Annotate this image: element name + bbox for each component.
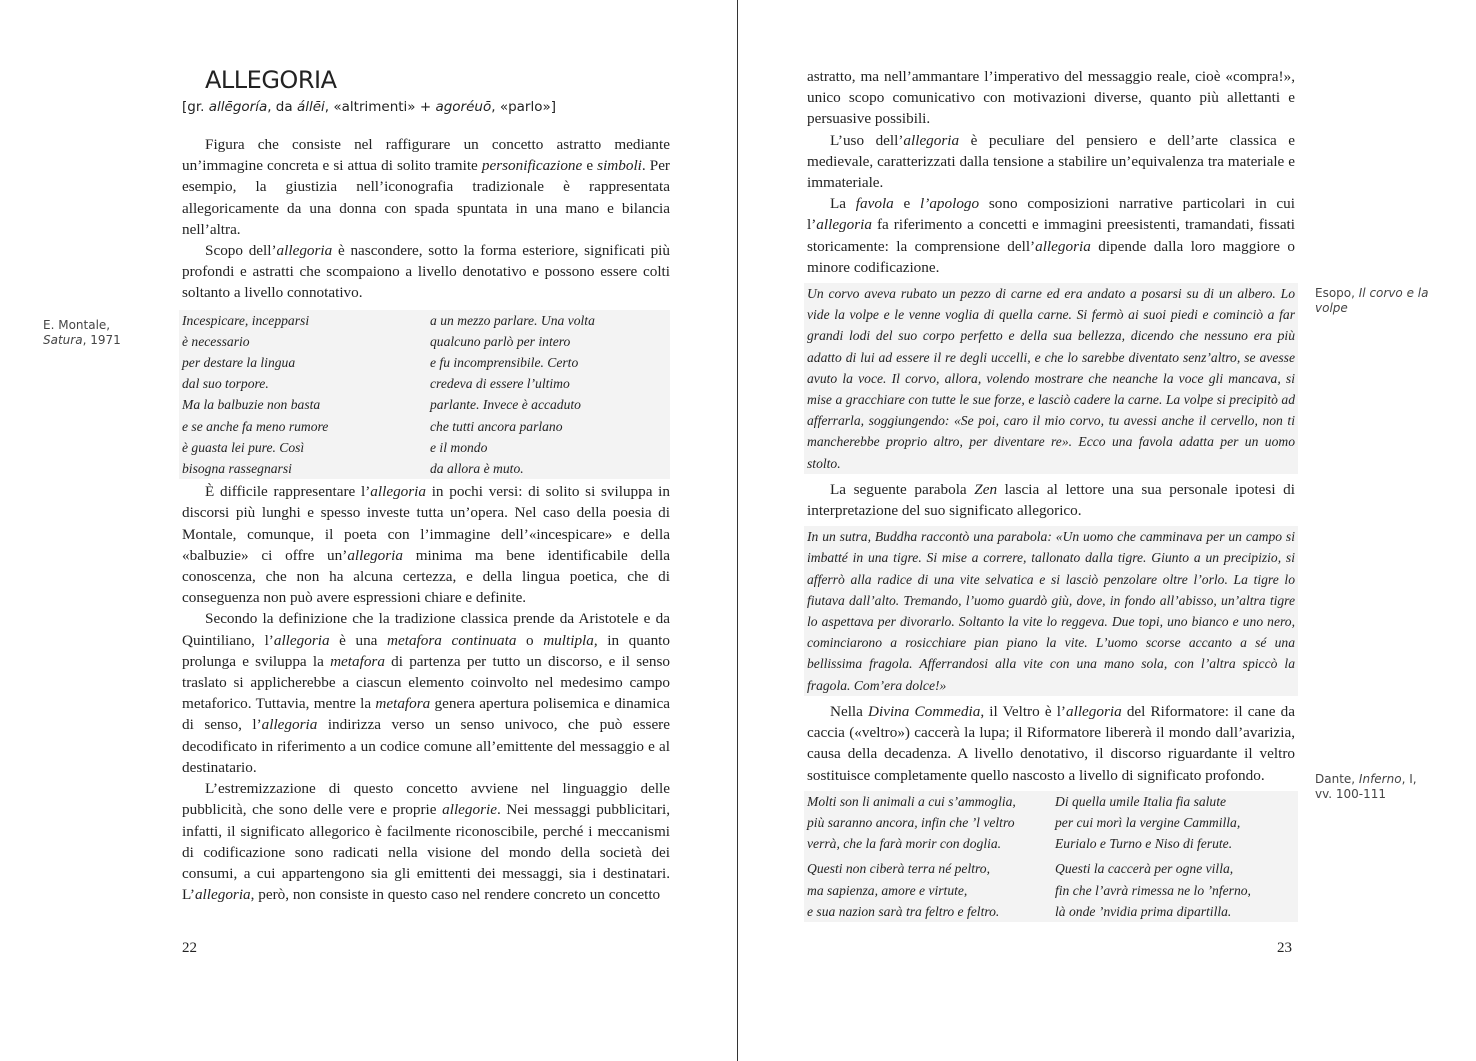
- etym-text: [gr.: [182, 99, 209, 115]
- poem-verse: e sua nazion sarà tra feltro e feltro.: [807, 903, 1000, 919]
- page-number-left: 22: [182, 940, 197, 956]
- poem-verse: dal suo torpore.: [182, 376, 269, 392]
- poem-verse: Questi la caccerà per ogne villa,: [1055, 861, 1234, 877]
- margin-note-montale: E. Montale, Satura, 1971: [43, 318, 121, 347]
- poem-verse: e fu incomprensibile. Certo: [430, 355, 579, 371]
- paragraph: L’estremizzazione di questo concetto avviene nel linguaggio delle pubblicità, che sono delle vere e proprie allegorie. Nei messaggi pubblicitari, infatti, il significato allegorico è facilmente riconoscibile, perché i meccanismi di codificazione sono radicati nella visione del mondo della società dei consumi, a cui appartengono sia gli emittenti dei messaggi, sia i destinatari. L’allegoria, però, non consiste in questo caso nel rendere concreto un concetto: [182, 780, 671, 904]
- zen-parable-quote: In un sutra, Buddha raccontò una parabola: «Un uomo che camminava per un campo si imbatté in una tigre. Si mise a correre, tallonato dalla tigre. Giunto a un precipizio, si afferrò alla radice di una vite selvatica e si lasciò penzolare oltre l’orlo. La tigre lo fiutava dall’alto. Tremando, l’uomo guardò giù, dove, in fondo all’abisso, un’altra tigre lo aspettava per divorarlo. Soltanto la vite lo reggeva. Due topi, uno bianco e uno nero, cominciarono a rosicchiare pian piano la vite. L’uomo scorse accanto a sé una bellissima fragola. Afferrandosi alla vite con una mano sola, con l’altra spiccò la fragola. Com’era dolce!»: [804, 526, 1298, 696]
- poem-verse: Eurialo e Turno e Niso di ferute.: [1055, 836, 1233, 852]
- page-number-right: 23: [1277, 940, 1292, 956]
- entry-title: ALLEGORIA: [205, 66, 337, 94]
- poem-verse: Questi non ciberà terra né peltro,: [807, 861, 990, 877]
- paragraph: È difficile rappresentare l’allegoria in pochi versi: di solito si sviluppa in discorsi più lunghi e spesso investe tutta un’opera. Nel caso della poesia di Montale, comunque, il poeta con l’immagine dell’«incespicare» e della «balbuzie» ci offre un’allegoria minima ma bene identificabile della conoscenza, che non ha alcuna certezza, e della lingua poetica, che di conseguenza non può avere espressioni chiare e definite.: [182, 483, 670, 607]
- poem-verse: più saranno ancora, infin che ’l veltro: [807, 814, 1015, 830]
- poem-verse: fin che l’avrà rimessa ne lo ’nferno,: [1055, 882, 1251, 898]
- poem-verse: a un mezzo parlare. Una volta: [430, 312, 595, 328]
- poem-verse: verrà, che la farà morir con doglia.: [807, 836, 1002, 852]
- poem-verse: per cui morì la vergine Cammilla,: [1055, 814, 1241, 830]
- margin-note-dante: Dante, Inferno, I, vv. 100-111: [1315, 772, 1417, 801]
- poem-verse: ma sapienza, amore e virtute,: [807, 882, 968, 898]
- paragraph: astratto, ma nell’ammantare l’imperativo del messaggio reale, cioè «compra!», unico scopo comunicativo con motivazioni diverse, quanto più allettanti e persuasive possibili.: [807, 68, 1295, 128]
- poem-verse: credeva di essere l’ultimo: [430, 376, 570, 392]
- paragraph: L’uso dell’allegoria è peculiare del pensiero e dell’arte classica e medievale, caratterizzati dalla tensione a stabilire un’equivalenza tra materiale e immateriale.: [807, 131, 1295, 192]
- paragraph: Secondo la definizione che la tradizione classica prende da Aristotele e da Quintiliano, l’allegoria è una metafora continuata o multipla, in quanto prolunga e sviluppa la metafora di partenza per tutto un discorso, e il senso traslato si applicherebbe a ciascun elemento coinvolto nel medesimo campo metaforico. Tuttavia, mentre la metafora genera apertura polisemica e dinamica di senso, l’allegoria indirizza verso un senso univoco, che può essere decodificato in riferimento a un codice comune all’emittente del messaggio e al destinatario.: [182, 610, 671, 776]
- paragraph: Nella Divina Commedia, il Veltro è l’allegoria del Riformatore: il cane da caccia («veltro») caccerà la lupa; il Riformatore libererà il mondo dall’avarizia, causa della decadenza. A livello denotativo, il discorso riguardante il veltro sostituisce completamente quello nascosto a livello di significato profondo.: [807, 702, 1295, 784]
- dante-poem: [804, 791, 1298, 922]
- poem-verse: è guasta lei pure. Così: [182, 439, 305, 455]
- paragraph: La seguente parabola Zen lascia al lettore una sua personale ipotesi di interpretazione del suo significato allegorico.: [807, 480, 1295, 520]
- paragraph: Figura che consiste nel raffigurare un concetto astratto mediante un’immagine concreta e si attua di solito tramite personificazione e simboli. Per esempio, la giustizia nell’iconografia tradizionale è rappresentata allegoricamente da una donna con spada spuntata in una mano e bilancia nell’altra.: [182, 136, 670, 238]
- page-gutter: [737, 0, 738, 1061]
- etym-text: , da: [267, 99, 297, 115]
- poem-verse: è necessario: [182, 333, 250, 349]
- etymology: [182, 98, 670, 116]
- poem-verse: là onde ’nvidia prima dipartilla.: [1055, 903, 1232, 919]
- poem-verse: Di quella umile Italia fia salute: [1055, 793, 1227, 809]
- poem-verse: per destare la lingua: [182, 355, 296, 371]
- poem-verse: e se anche fa meno rumore: [182, 418, 329, 434]
- etym-text: , «parlo»]: [491, 99, 557, 115]
- left-page: [182, 66, 670, 905]
- poem-verse: e il mondo: [430, 439, 488, 455]
- etym-term: állēi: [296, 99, 325, 115]
- etym-term: allēgoría: [208, 99, 268, 115]
- margin-note-esopo: Esopo, Il corvo e la volpe: [1315, 286, 1429, 315]
- poem-verse: Incespicare, incepparsi: [182, 312, 310, 328]
- right-page: [807, 66, 1295, 922]
- poem-verse: Molti son li animali a cui s’ammoglia,: [807, 793, 1016, 809]
- poem-verse: qualcuno parlò per intero: [430, 333, 571, 349]
- fable-quote: Un corvo aveva rubato un pezzo di carne ed era andato a posarsi su di un albero. Lo vide la volpe e le venne voglia di quella carne. Si fermò ai suoi piedi e cominciò a far grandi lodi del suo corpo perfetto e della sua bellezza, dicendo che nessuno era più adatto di lui ad essere il re degli uccelli, e che lo sarebbe diventato senz’altro, se avesse avuto la voce. Il corvo, allora, volendo mostrare che neanche la voce gli mancava, si mise a gracchiare con tutte le sue forze, e lasciò cadere la carne. La volpe si precipitò ad afferrarla, soggiungendo: «Se poi, caro il mio corvo, tu avessi anche il cervello, non ti mancherebbe proprio altro, per diventare re». Ecco una favola adatta per un uomo stolto.: [804, 283, 1298, 474]
- poem-verse: bisogna rassegnarsi: [182, 461, 292, 477]
- poem-verse: che tutti ancora parlano: [430, 418, 563, 434]
- poem-verse: da allora è muto.: [430, 461, 524, 477]
- poem-verse: Ma la balbuzie non basta: [182, 397, 321, 413]
- etym-text: , «altrimenti» +: [324, 99, 436, 115]
- paragraph: La favola e l’apologo sono composizioni narrative particolari in cui l’allegoria fa riferimento a concetti e immagini preesistenti, tramandati, fissati storicamente: la comprensione dell’allegoria dipende dalla loro maggiore o minore codificazione.: [807, 195, 1295, 276]
- etym-term: agoréuō: [435, 99, 492, 115]
- paragraph: Scopo dell’allegoria è nascondere, sotto la forma esteriore, significati più profondi e astratti che scompaiono a livello denotativo e possono essere colti soltanto a livello connotativo.: [182, 242, 670, 302]
- poem-verse: parlante. Invece è accaduto: [430, 397, 581, 413]
- montale-poem: [179, 310, 670, 480]
